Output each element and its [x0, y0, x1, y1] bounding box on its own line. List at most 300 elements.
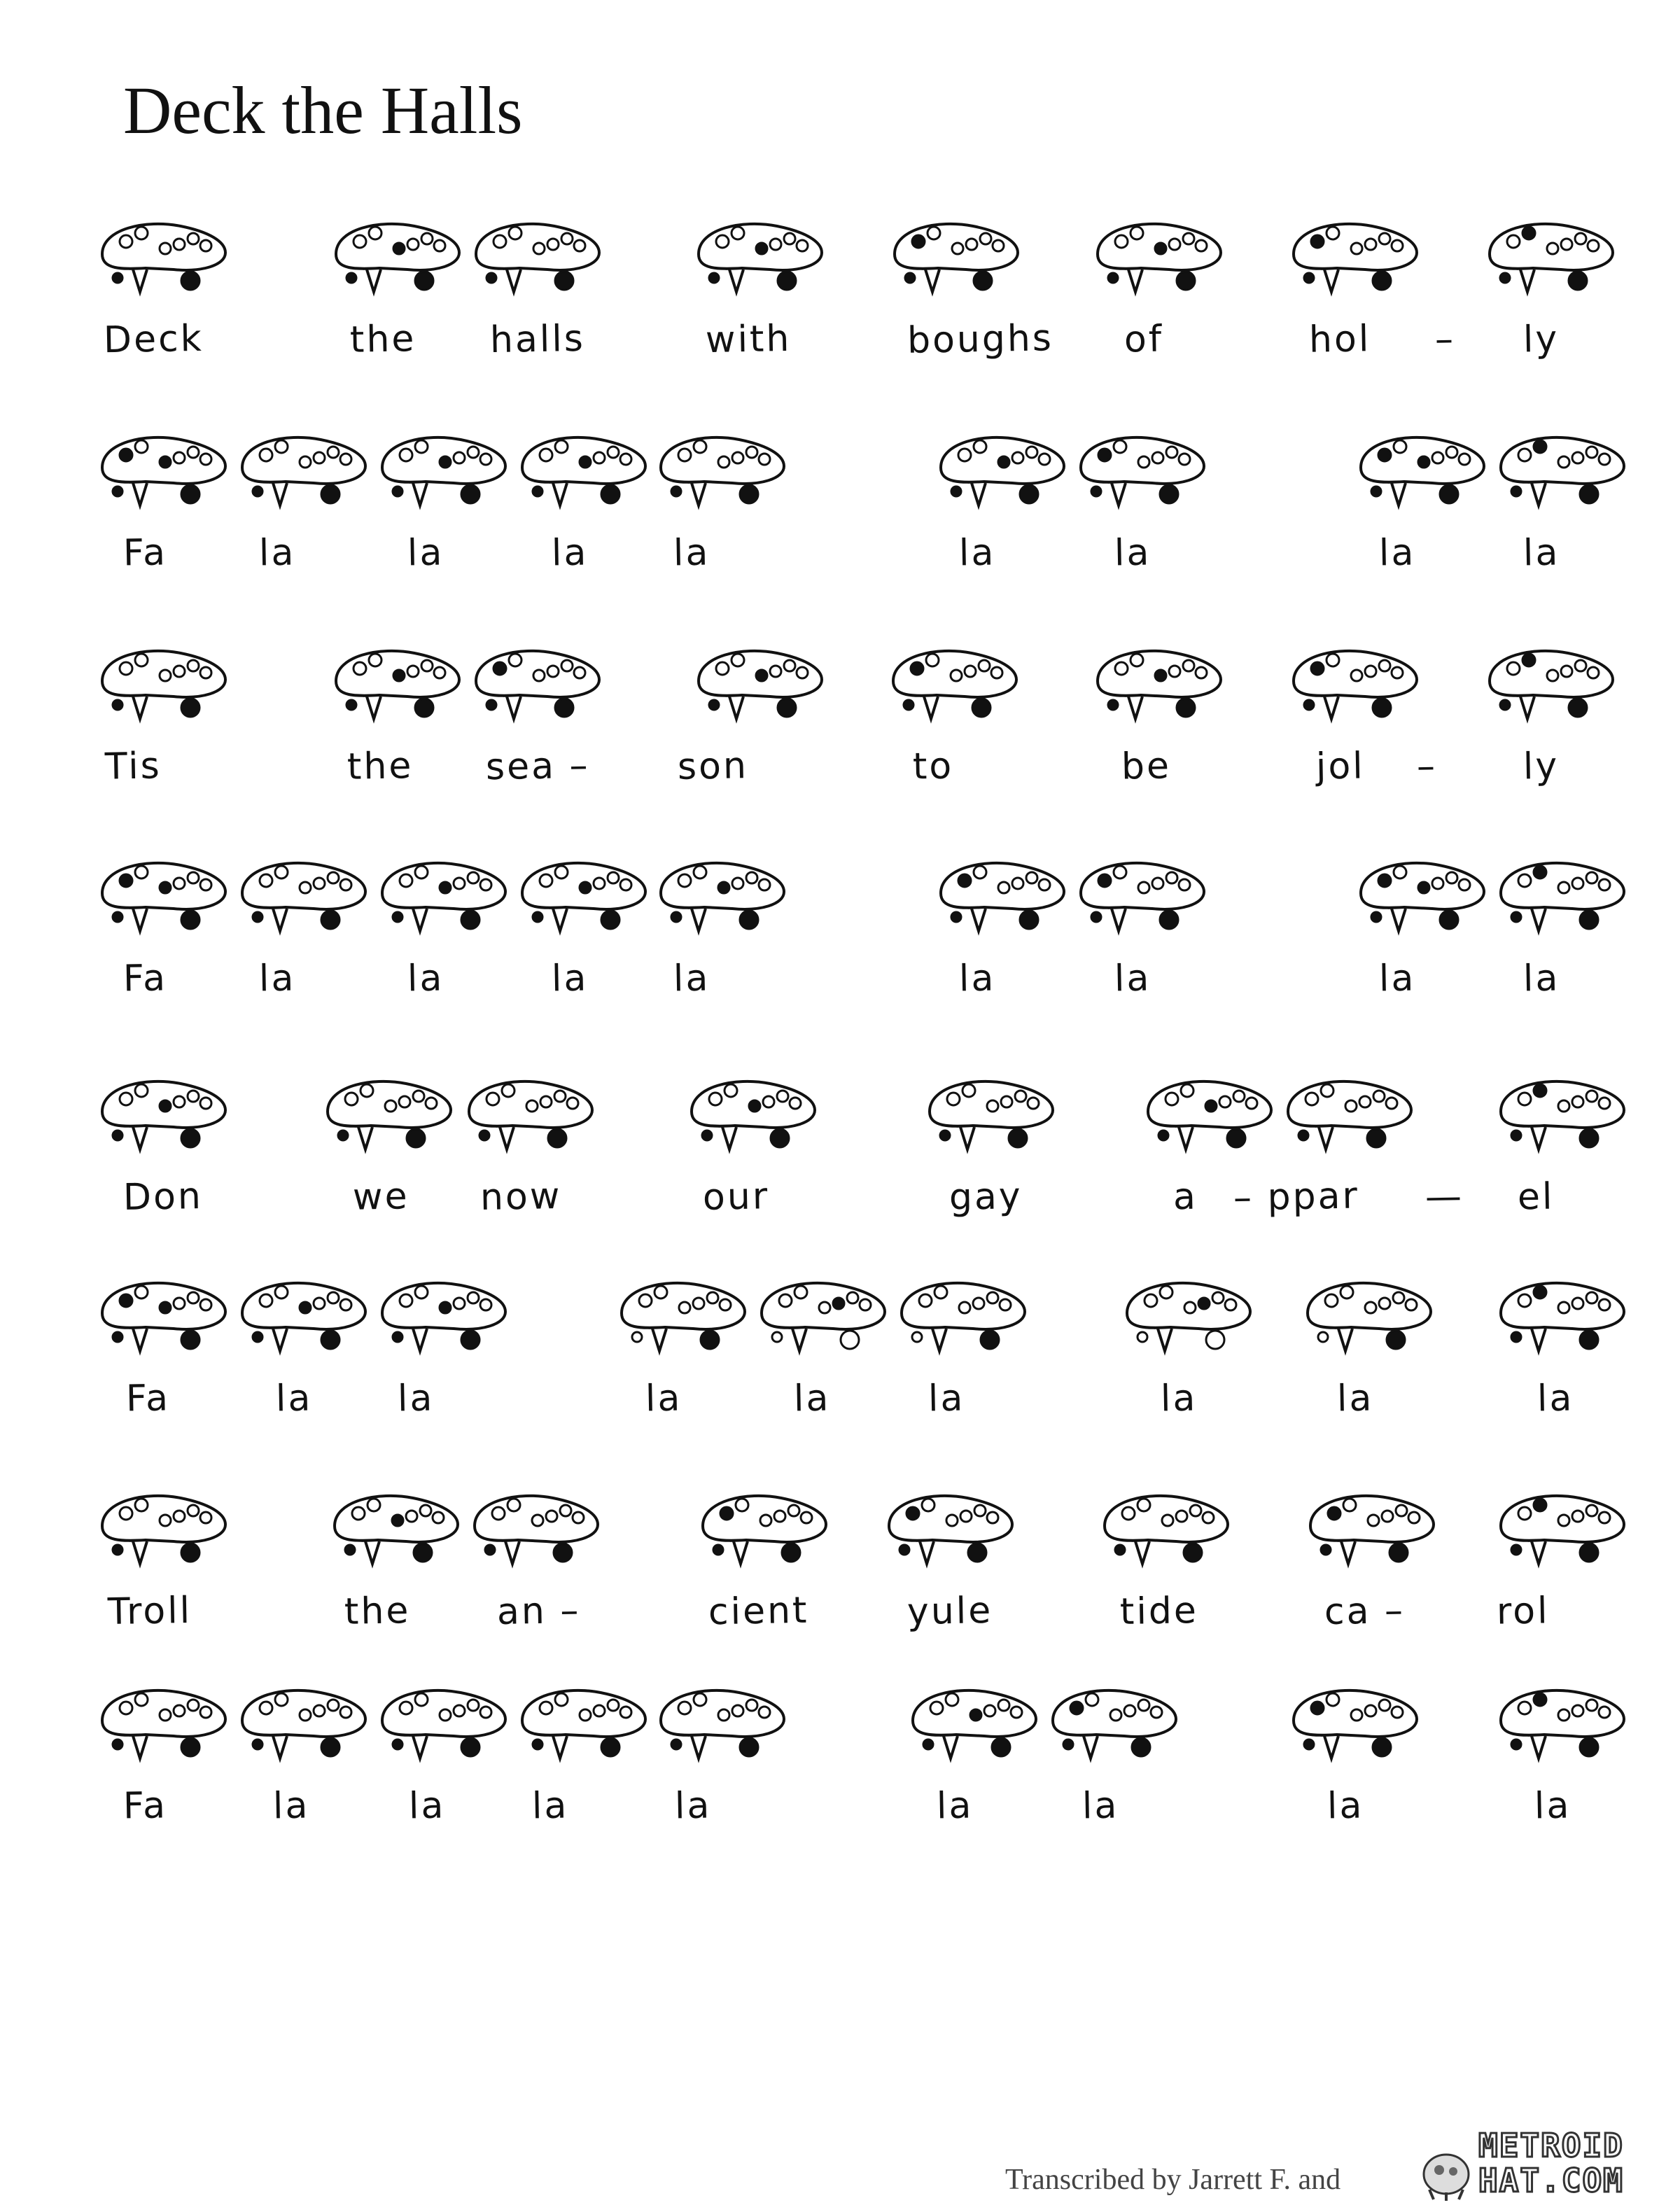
- ocarina-hole: [1392, 1707, 1403, 1718]
- ocarina-hole: [756, 243, 767, 254]
- ocarina-hole: [1561, 239, 1572, 250]
- ocarina-hole: [393, 1740, 402, 1749]
- lyric-syllable: la: [674, 1784, 712, 1828]
- lyric-syllable: la: [258, 957, 296, 1000]
- ocarina-hole: [1569, 272, 1587, 290]
- music-row: [0, 1273, 1680, 1420]
- ocarina-hole: [1138, 1332, 1147, 1342]
- fingering-note: [237, 1680, 370, 1778]
- ocarina-hole: [561, 660, 573, 671]
- ocarina-fingering-icon: [616, 1273, 749, 1371]
- ocarina-fingering-icon: [330, 214, 463, 312]
- ocarina-hole: [1155, 670, 1166, 681]
- ocarina-hole: [694, 866, 706, 878]
- ocarina-hole: [797, 240, 808, 251]
- lyric-syllable: Don: [122, 1175, 204, 1219]
- site-logo: [1415, 2128, 1667, 2201]
- ocarina-hole: [1155, 243, 1166, 254]
- ocarina-hole: [1575, 660, 1586, 671]
- ocarina-hole: [1572, 1511, 1583, 1522]
- logo-line-1: METROID: [1478, 2127, 1624, 2164]
- ocarina-hole: [574, 240, 585, 251]
- ocarina-hole: [407, 1129, 425, 1147]
- ocarina-hole: [120, 235, 132, 248]
- ocarina-hole: [1365, 1302, 1376, 1313]
- ocarina-fingering-icon: [237, 1680, 370, 1778]
- ocarina-hole: [188, 447, 199, 458]
- ocarina-hole: [1518, 1294, 1531, 1307]
- ocarina-hole: [970, 1709, 981, 1721]
- ocarina-fingering-icon: [1495, 1680, 1628, 1778]
- ocarina-hole: [906, 1507, 919, 1520]
- lyric-syllable: Fa: [122, 531, 168, 575]
- fingering-note: [377, 853, 510, 951]
- ocarina-hole: [200, 240, 211, 251]
- ocarina-hole: [720, 1299, 731, 1310]
- lyric-syllable: la: [673, 957, 710, 1000]
- ocarina-hole: [540, 1702, 552, 1714]
- fingering-note: [888, 640, 1021, 738]
- ocarina-hole: [709, 273, 719, 283]
- ocarina-hole: [188, 1091, 199, 1102]
- ocarina-fingering-icon: [1288, 640, 1421, 738]
- ocarina-hole: [414, 1544, 432, 1562]
- ocarina-hole: [1108, 273, 1118, 283]
- ocarina-hole: [275, 866, 288, 878]
- ocarina-hole: [338, 1130, 348, 1140]
- fingering-note: [655, 1680, 788, 1778]
- lyric-syllable: la: [275, 1377, 313, 1420]
- ocarina-fingering-icon: [97, 853, 230, 951]
- ocarina-fingering-icon: [655, 1680, 788, 1778]
- ocarina-hole: [1511, 1740, 1521, 1749]
- ocarina-hole: [547, 239, 559, 250]
- ocarina-hole: [1446, 872, 1457, 883]
- fingering-note: [322, 1071, 455, 1169]
- ocarina-hole: [678, 1702, 691, 1714]
- ocarina-fingering-icon: [377, 1680, 510, 1778]
- ocarina-hole: [1132, 1738, 1150, 1756]
- ocarina-hole: [440, 1302, 451, 1313]
- ocarina-hole: [113, 912, 122, 922]
- ocarina-hole: [354, 235, 366, 248]
- ocarina-hole: [188, 1505, 199, 1516]
- ocarina-hole: [120, 1702, 132, 1714]
- ocarina-hole: [113, 1332, 122, 1342]
- ocarina-hole: [486, 1093, 499, 1105]
- ocarina-hole: [958, 874, 971, 887]
- ocarina-hole: [1177, 272, 1195, 290]
- ocarina-hole: [440, 882, 451, 893]
- ocarina-hole: [181, 485, 200, 503]
- ocarina-hole: [947, 1093, 960, 1105]
- ocarina-hole: [1152, 452, 1163, 463]
- music-row: [0, 640, 1680, 789]
- ocarina-fingering-icon: [697, 1485, 830, 1583]
- ocarina-hole: [1138, 1499, 1150, 1511]
- fingering-note: [97, 1485, 230, 1583]
- ocarina-hole: [1394, 866, 1406, 878]
- ocarina-hole: [974, 272, 992, 290]
- ocarina-hole: [135, 1084, 148, 1097]
- ocarina-hole: [746, 1700, 757, 1711]
- ocarina-hole: [778, 699, 796, 717]
- fingering-note: [377, 427, 510, 525]
- ocarina-hole: [174, 1705, 185, 1716]
- fingering-note: [97, 214, 230, 312]
- ocarina-hole: [1432, 878, 1443, 889]
- ocarina-hole: [1511, 486, 1521, 496]
- ocarina-hole: [480, 454, 491, 465]
- ocarina-hole: [275, 440, 288, 453]
- ocarina-hole: [160, 882, 171, 893]
- ocarina-hole: [1144, 1294, 1157, 1307]
- ocarina-hole: [1588, 667, 1599, 678]
- ocarina-hole: [756, 670, 767, 681]
- ocarina-hole: [328, 447, 339, 458]
- lyric-syllable: la: [407, 531, 444, 575]
- ocarina-hole: [1020, 485, 1038, 503]
- ocarina-hole: [486, 700, 496, 710]
- ocarina-fingering-icon: [1092, 640, 1225, 738]
- ocarina-fingering-icon: [1047, 1680, 1180, 1778]
- ocarina-fingering-icon: [693, 214, 826, 312]
- ocarina-hole: [1351, 1709, 1362, 1721]
- ocarina-fingering-icon: [888, 640, 1021, 738]
- lyric-syllable: la: [673, 531, 710, 575]
- ocarina-hole: [1326, 227, 1339, 239]
- ocarina-hole: [608, 1700, 619, 1711]
- ocarina-hole: [360, 1084, 373, 1097]
- ocarina-hole: [1500, 700, 1510, 710]
- ocarina-hole: [759, 1707, 770, 1718]
- ocarina-hole: [1418, 456, 1429, 468]
- lyric-syllable: of: [1124, 318, 1164, 361]
- lyric-syllable: la: [1534, 1784, 1572, 1828]
- ocarina-hole: [736, 1499, 748, 1511]
- ocarina-hole: [554, 1544, 572, 1562]
- ocarina-hole: [784, 660, 795, 671]
- ocarina-hole: [930, 1702, 943, 1714]
- ocarina-hole: [779, 1294, 792, 1307]
- ocarina-fingering-icon: [237, 1273, 370, 1371]
- ocarina-hole: [502, 1084, 514, 1097]
- ocarina-hole: [601, 1738, 620, 1756]
- ocarina-hole: [671, 912, 681, 922]
- ocarina-hole: [760, 1515, 771, 1526]
- ocarina-fingering-icon: [97, 640, 230, 738]
- ocarina-hole: [400, 1294, 412, 1307]
- ocarina-hole: [746, 447, 757, 458]
- ocarina-hole: [440, 1709, 451, 1721]
- ocarina-hole: [1070, 1702, 1083, 1714]
- ocarina-hole: [1534, 1693, 1546, 1706]
- ocarina-hole: [1511, 1332, 1521, 1342]
- ocarina-hole: [784, 233, 795, 244]
- ocarina-hole: [718, 882, 729, 893]
- ocarina-hole: [385, 1100, 396, 1112]
- ocarina-hole: [1219, 1096, 1231, 1107]
- ocarina-hole: [1522, 654, 1535, 666]
- fingering-note: [1355, 853, 1488, 951]
- ocarina-hole: [620, 454, 631, 465]
- ocarina-hole: [393, 486, 402, 496]
- fingering-note: [1495, 1680, 1628, 1778]
- ocarina-hole: [1326, 654, 1339, 666]
- ocarina-hole: [732, 654, 744, 666]
- ocarina-hole: [181, 1738, 200, 1756]
- ocarina-hole: [1138, 882, 1149, 893]
- ocarina-hole: [368, 1499, 380, 1511]
- ocarina-hole: [420, 1505, 431, 1516]
- ocarina-hole: [540, 449, 552, 461]
- lyric-syllable: the: [349, 318, 416, 361]
- ocarina-hole: [770, 666, 781, 677]
- ocarina-fingering-icon: [1121, 1273, 1254, 1371]
- fingering-note: [1288, 640, 1421, 738]
- ocarina-hole: [1115, 662, 1128, 675]
- ocarina-hole: [1028, 1098, 1039, 1109]
- ocarina-hole: [1091, 912, 1101, 922]
- ocarina-hole: [1392, 240, 1403, 251]
- ocarina-hole: [718, 456, 729, 468]
- ocarina-hole: [1311, 662, 1324, 675]
- ocarina-hole: [188, 660, 199, 671]
- fingering-note: [1302, 1273, 1435, 1371]
- ocarina-hole: [1001, 1096, 1012, 1107]
- ocarina-hole: [135, 227, 148, 239]
- ocarina-hole: [1122, 1507, 1135, 1520]
- ocarina-hole: [421, 233, 433, 244]
- ocarina-hole: [174, 452, 185, 463]
- ocarina-hole: [509, 227, 522, 239]
- ocarina-hole: [1534, 1499, 1546, 1511]
- ocarina-hole: [135, 1693, 148, 1706]
- ocarina-hole: [922, 1499, 934, 1511]
- fingering-note: [330, 640, 463, 738]
- ocarina-hole: [533, 1740, 542, 1749]
- fingering-note: [935, 427, 1068, 525]
- ocarina-hole: [415, 699, 433, 717]
- fingering-note: [1047, 1680, 1180, 1778]
- ocarina-hole: [352, 1507, 365, 1520]
- ocarina-hole: [540, 1096, 552, 1107]
- ocarina-hole: [253, 912, 262, 922]
- ocarina-hole: [1179, 879, 1190, 890]
- fingering-note: [1282, 1071, 1415, 1169]
- ocarina-hole: [314, 452, 325, 463]
- ocarina-fingering-icon: [1495, 427, 1628, 525]
- ocarina-hole: [1115, 1545, 1125, 1555]
- ocarina-hole: [160, 243, 171, 254]
- ocarina-hole: [778, 272, 796, 290]
- ocarina-fingering-icon: [329, 1485, 462, 1583]
- fingering-note: [1484, 640, 1617, 738]
- ocarina-hole: [1500, 273, 1510, 283]
- ocarina-hole: [701, 1331, 719, 1349]
- lyric-syllable: an –: [496, 1589, 581, 1634]
- ocarina-hole: [174, 239, 185, 250]
- ocarina-hole: [1138, 1700, 1149, 1711]
- ocarina-hole: [526, 1100, 538, 1112]
- ocarina-hole: [433, 1512, 444, 1523]
- ocarina-hole: [181, 1544, 200, 1562]
- ocarina-hole: [1169, 666, 1180, 677]
- lyric-syllable: cient: [708, 1589, 809, 1634]
- lyric-syllable: la: [551, 531, 589, 575]
- fingering-note: [756, 1273, 889, 1371]
- ocarina-fingering-icon: [470, 640, 603, 738]
- fingering-note: [655, 427, 788, 525]
- ocarina-fingering-icon: [469, 1485, 602, 1583]
- ocarina-fingering-icon: [1305, 1485, 1438, 1583]
- ocarina-fingering-icon: [1302, 1273, 1435, 1371]
- ocarina-hole: [984, 1705, 995, 1716]
- ocarina-fingering-icon: [1288, 1680, 1421, 1778]
- ocarina-fingering-icon: [1142, 1071, 1275, 1169]
- ocarina-hole: [200, 879, 211, 890]
- ocarina-fingering-icon: [756, 1273, 889, 1371]
- ocarina-hole: [1586, 1292, 1597, 1303]
- ocarina-hole: [1459, 454, 1470, 465]
- ocarina-hole: [188, 233, 199, 244]
- ocarina-hole: [407, 239, 419, 250]
- ocarina-hole: [601, 911, 620, 929]
- ocarina-hole: [174, 666, 185, 677]
- ocarina-hole: [972, 699, 990, 717]
- ocarina-hole: [461, 485, 479, 503]
- lyric-syllable: la: [1336, 1377, 1374, 1420]
- ocarina-hole: [507, 1499, 520, 1511]
- ocarina-hole: [1091, 486, 1101, 496]
- ocarina-hole: [555, 272, 573, 290]
- ocarina-hole: [1378, 874, 1391, 887]
- fingering-note: [97, 853, 230, 951]
- ocarina-hole: [1586, 1505, 1597, 1516]
- ocarina-hole: [493, 662, 506, 675]
- lyric-syllable: halls: [489, 317, 586, 362]
- fingering-note: [1075, 427, 1208, 525]
- ocarina-hole: [1586, 872, 1597, 883]
- ocarina-fingering-icon: [1484, 214, 1617, 312]
- fingering-note: [924, 1071, 1057, 1169]
- lyric-syllable: Deck: [103, 317, 204, 362]
- ocarina-hole: [1177, 699, 1195, 717]
- ocarina-hole: [493, 235, 506, 248]
- ocarina-hole: [113, 700, 122, 710]
- ocarina-hole: [720, 1507, 733, 1520]
- ocarina-hole: [1196, 240, 1207, 251]
- fingering-note: [1495, 427, 1628, 525]
- ocarina-hole: [1169, 239, 1180, 250]
- fingering-note: [889, 214, 1022, 312]
- ocarina-fingering-icon: [1099, 1485, 1232, 1583]
- ocarina-hole: [732, 1705, 743, 1716]
- ocarina-hole: [927, 227, 940, 239]
- ocarina-hole: [1393, 1292, 1404, 1303]
- music-row: [0, 214, 1680, 362]
- page-title: Deck the Halls: [123, 73, 523, 148]
- ocarina-hole: [406, 1511, 417, 1522]
- ocarina-hole: [1558, 1709, 1569, 1721]
- logo-line-2: HAT.COM: [1478, 2162, 1624, 2199]
- lyric-syllable: boughs: [906, 317, 1054, 362]
- lyric-syllable: a: [1172, 1175, 1198, 1219]
- ocarina-hole: [1160, 485, 1178, 503]
- ocarina-hole: [1572, 1705, 1583, 1716]
- ocarina-hole: [732, 452, 743, 463]
- ocarina-fingering-icon: [470, 214, 603, 312]
- ocarina-hole: [120, 874, 132, 887]
- ocarina-hole: [1304, 273, 1314, 283]
- ocarina-hole: [321, 1331, 340, 1349]
- ocarina-hole: [188, 1292, 199, 1303]
- ocarina-hole: [1098, 874, 1111, 887]
- ocarina-fingering-icon: [935, 853, 1068, 951]
- ocarina-hole: [181, 272, 200, 290]
- ocarina-hole: [788, 1505, 799, 1516]
- ocarina-hole: [1198, 1298, 1210, 1309]
- ocarina-hole: [1534, 1084, 1546, 1097]
- ocarina-hole: [480, 1707, 491, 1718]
- ocarina-hole: [1534, 866, 1546, 878]
- fingering-note: [517, 853, 650, 951]
- ocarina-hole: [1190, 1505, 1201, 1516]
- ocarina-hole: [1518, 449, 1531, 461]
- ocarina-hole: [555, 699, 573, 717]
- ocarina-hole: [160, 1302, 171, 1313]
- ocarina-hole: [160, 670, 171, 681]
- fingering-note: [697, 1485, 830, 1583]
- ocarina-hole: [1086, 1693, 1098, 1706]
- ocarina-hole: [632, 1332, 642, 1342]
- ocarina-hole: [1507, 235, 1520, 248]
- ocarina-hole: [1511, 1545, 1521, 1555]
- fingering-note: [463, 1071, 596, 1169]
- ocarina-hole: [1311, 1702, 1324, 1714]
- ocarina-hole: [492, 1507, 505, 1520]
- ocarina-hole: [1572, 1096, 1583, 1107]
- lyric-syllable: la: [958, 531, 996, 575]
- ocarina-hole: [973, 1298, 984, 1309]
- ocarina-hole: [1373, 699, 1391, 717]
- lyric-syllable: ly: [1522, 318, 1560, 361]
- lyric-syllable: rol: [1496, 1590, 1550, 1633]
- fingering-note: [1495, 1071, 1628, 1169]
- ocarina-hole: [160, 1100, 171, 1112]
- lyric-syllable: ly: [1522, 745, 1560, 788]
- ocarina-hole: [1009, 1129, 1027, 1147]
- lyric-syllable: ca –: [1324, 1590, 1406, 1633]
- ocarina-hole: [1432, 452, 1443, 463]
- lyric-syllable: Troll: [107, 1589, 192, 1634]
- ocarina-hole: [981, 1331, 999, 1349]
- ocarina-hole: [678, 874, 691, 887]
- ocarina-hole: [468, 872, 479, 883]
- ocarina-hole: [440, 456, 451, 468]
- ocarina-hole: [709, 1093, 722, 1105]
- ocarina-hole: [113, 1545, 122, 1555]
- ocarina-hole: [346, 700, 356, 710]
- ocarina-hole: [608, 447, 619, 458]
- ocarina-hole: [400, 1702, 412, 1714]
- lyric-syllable: la: [936, 1784, 974, 1828]
- ocarina-hole: [479, 1130, 489, 1140]
- fingering-note: [330, 214, 463, 312]
- ocarina-hole: [314, 878, 325, 889]
- ocarina-hole: [580, 882, 591, 893]
- ocarina-hole: [998, 1700, 1009, 1711]
